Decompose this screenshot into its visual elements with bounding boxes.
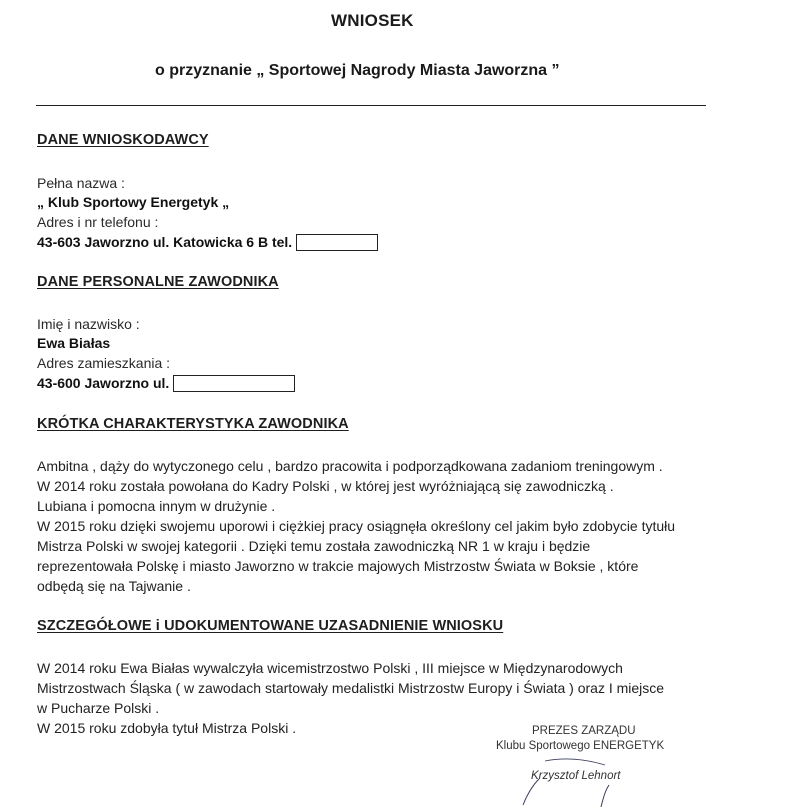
applicant-address-value: 43-603 Jaworzno ul. Katowicka 6 B tel. (37, 234, 293, 250)
text-line: w Pucharze Polski . (37, 700, 160, 716)
redacted-street-box (173, 375, 295, 392)
athlete-name-label: Imię i nazwisko : (37, 316, 140, 332)
text-line: W 2014 roku została powołana do Kadry Polski , w której jest wyróżniającą się zawodniczką . (37, 478, 614, 494)
text-line: W 2015 roku zdobyła tytuł Mistrza Polski . (37, 720, 297, 736)
text-line: Mistrzostwach Śląska ( w zawodach startowały medalistki Mistrzostw Europy i Świata ) oraz I miejsce (37, 680, 665, 696)
section-heading-applicant: DANE WNIOSKODAWCY (37, 132, 209, 148)
text-line: W 2015 roku dzięki swojemu uporowi i ciężkiej pracy osiągnęła określony cel jakim było zdobycie tytułu (37, 518, 676, 534)
handwritten-signature (505, 755, 625, 807)
stamp-name: Krzysztof Lehnort (531, 770, 621, 782)
stamp-organization: Klubu Sportowego ENERGETYK (496, 740, 665, 752)
text-line: odbędą się na Tajwanie . (37, 578, 191, 594)
header-divider (36, 105, 706, 106)
applicant-address-label: Adres i nr telefonu : (37, 214, 159, 230)
document-subtitle: o przyznanie „ Sportowej Nagrody Miasta Jaworzna ” (155, 62, 560, 79)
applicant-name-value: „ Klub Sportowy Energetyk „ (37, 194, 230, 210)
section-heading-justification: SZCZEGÓŁOWE i UDOKUMENTOWANE UZASADNIENIE WNIOSKU (37, 618, 504, 634)
section-heading-characteristics: KRÓTKA CHARAKTERYSTYKA ZAWODNIKA (37, 416, 349, 432)
applicant-address-row (37, 234, 378, 252)
athlete-address-row (37, 375, 295, 393)
text-line: Lubiana i pomocna innym w drużynie . (37, 498, 276, 514)
stamp-title: PREZES ZARZĄDU (532, 725, 636, 737)
athlete-address-value: 43-600 Jaworzno ul. (37, 375, 170, 391)
section-heading-athlete: DANE PERSONALNE ZAWODNIKA (37, 274, 279, 290)
athlete-address-label: Adres zamieszkania : (37, 355, 171, 371)
applicant-name-label: Pełna nazwa : (37, 175, 125, 191)
text-line: Ambitna , dąży do wytyczonego celu , bardzo pracowita i podporządkowana zadaniom treningowym . (37, 458, 663, 474)
text-line: W 2014 roku Ewa Białas wywalczyła wicemistrzostwo Polski , III miejsce w Międzynarodowych (37, 660, 623, 676)
document-title: WNIOSEK (331, 11, 414, 30)
athlete-name-value: Ewa Białas (37, 335, 111, 351)
redacted-phone-box (296, 234, 378, 251)
text-line: reprezentowała Polskę i miasto Jaworzno w trakcie majowych Mistrzostw Świata w Boksie , które (37, 558, 639, 574)
text-line: Mistrza Polski w swojej kategorii . Dzięki temu została zawodniczką NR 1 w kraju i będzie (37, 538, 591, 554)
